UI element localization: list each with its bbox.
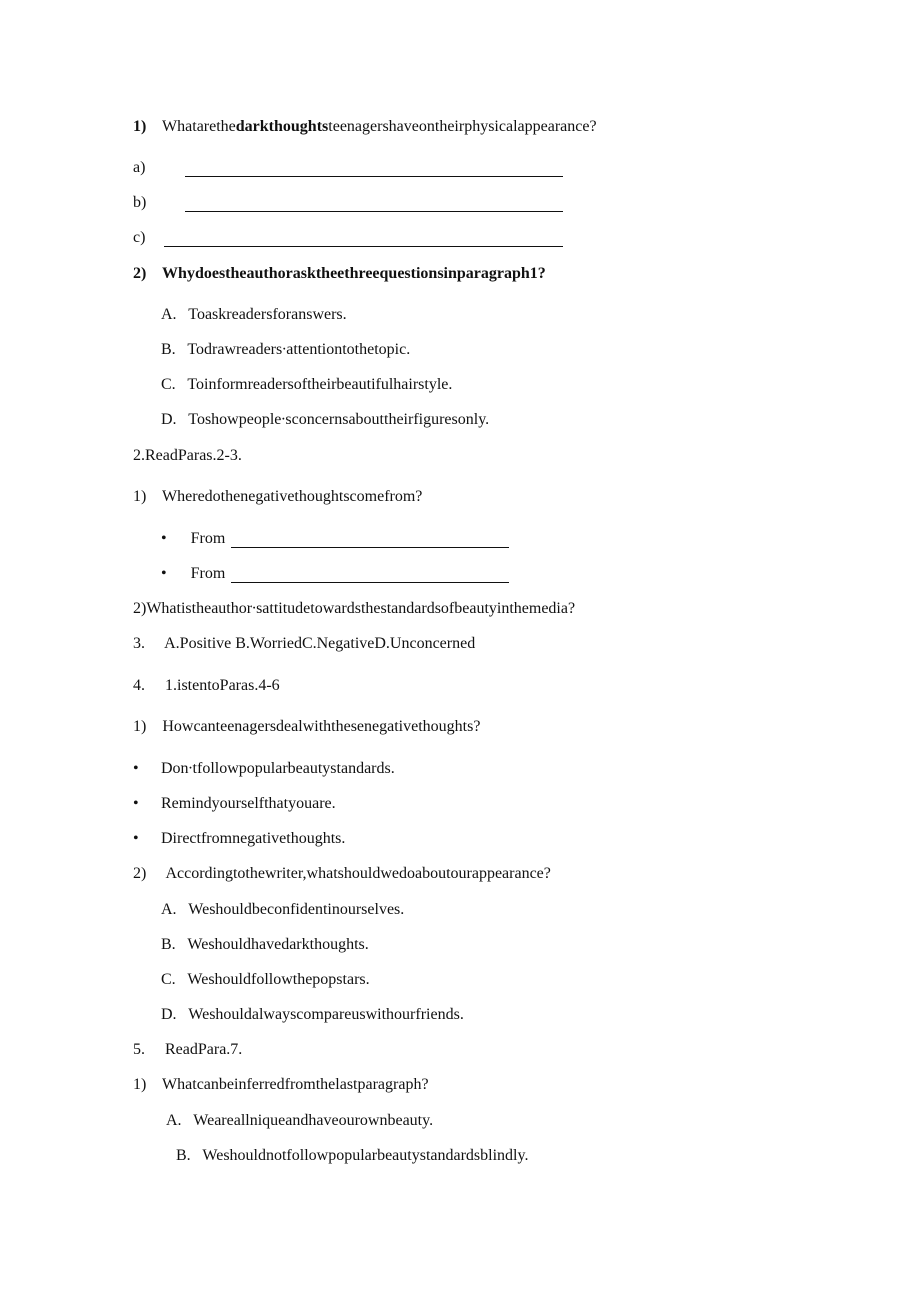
section-heading: 2.ReadParas.2-3.: [133, 447, 242, 464]
question-number: 1): [133, 718, 147, 735]
option-text: Weshouldfollowthepopstars.: [187, 971, 370, 988]
option-text: Toshowpeople∙sconcernsabouttheirfiguresonly.: [188, 411, 490, 428]
option-letter: A.: [161, 901, 177, 918]
option-a: [161, 305, 347, 325]
option-d: [161, 1005, 464, 1025]
option-letter: D.: [161, 411, 177, 428]
item-3: [133, 634, 475, 654]
item-number: 3.: [133, 635, 145, 652]
question-text: Wheredothenegativethoughtscomefrom?: [162, 488, 423, 505]
question-1: [133, 117, 597, 137]
option-text: Toaskreadersforanswers.: [188, 306, 347, 323]
blank-label-a: a): [133, 159, 146, 176]
option-letter: D.: [161, 1006, 177, 1023]
item-text: A.Positive B.WorriedC.NegativeD.Unconcerned: [164, 635, 476, 652]
bullet-item: [133, 759, 139, 779]
option-text: Weshouldalwayscompareuswithourfriends.: [188, 1006, 464, 1023]
bullet-item: [133, 829, 139, 849]
answer-blank-b[interactable]: [185, 197, 563, 212]
item-text: ReadPara.7.: [165, 1041, 243, 1058]
question-number: 1): [133, 1076, 147, 1093]
answer-blank-from-2[interactable]: [231, 568, 509, 583]
bullet-mark: •: [133, 830, 139, 847]
option-letter: B.: [161, 341, 176, 358]
bullet-mark: •: [133, 795, 139, 812]
option-letter: A.: [161, 306, 177, 323]
bullet-from-1: [161, 529, 225, 549]
bullet-mark: •: [161, 530, 167, 547]
item-number: 5.: [133, 1041, 145, 1058]
option-letter: C.: [161, 971, 176, 988]
option-c: [161, 375, 452, 395]
bullet-text: Don∙tfollowpopularbeautystandards.: [161, 760, 395, 777]
question-number: 1): [133, 488, 147, 505]
question-text-pre: Whatarethe: [162, 118, 236, 135]
option-text: Toinformreadersoftheirbeautifulhairstyle.: [187, 376, 453, 393]
option-letter: C.: [161, 376, 176, 393]
bullet-from-2: [161, 564, 225, 584]
option-text: Todrawreaders∙attentiontothetopic.: [187, 341, 411, 358]
option-text: Weshouldhavedarkthoughts.: [187, 936, 369, 953]
option-a: [166, 1111, 433, 1131]
option-b: [161, 340, 410, 360]
question-text-post: teenagershaveontheirphysicalappearance?: [328, 118, 597, 135]
question-text: Howcanteenagersdealwiththesenegativethoughts?: [162, 718, 481, 735]
bullet-item: [133, 794, 139, 814]
option-d: [161, 410, 489, 430]
item-number: 4.: [133, 677, 145, 694]
question-inferred: [133, 1075, 429, 1095]
blank-label-c: c): [133, 229, 146, 246]
question-deal: [133, 717, 480, 737]
option-letter: B.: [176, 1147, 191, 1164]
bullet-text: From: [190, 530, 226, 547]
question-text-bold: darkthoughts: [235, 118, 329, 135]
question-2: [133, 264, 546, 284]
question-appearance: [133, 864, 551, 884]
answer-blank-from-1[interactable]: [231, 533, 509, 548]
bullet-text: From: [190, 565, 226, 582]
option-letter: B.: [161, 936, 176, 953]
question-number: 1): [133, 118, 147, 135]
question-text: Whatcanbeinferredfromthelastparagraph?: [162, 1076, 429, 1093]
option-letter: A.: [166, 1112, 182, 1129]
option-b: [161, 935, 369, 955]
bullet-text: Directfromnegativethoughts.: [161, 830, 346, 847]
question-text: Whydoestheauthorasktheethreequestionsinparagraph1?: [162, 265, 546, 282]
option-text: Weareallniqueandhaveourownbeauty.: [193, 1112, 434, 1129]
answer-blank-c[interactable]: [164, 232, 563, 247]
option-b: [176, 1146, 528, 1166]
answer-blank-a[interactable]: [185, 162, 563, 177]
question-where: [133, 487, 422, 507]
bullet-text: Remindyourselfthatyouare.: [161, 795, 336, 812]
option-a: [161, 900, 404, 920]
question-number: 2): [133, 265, 147, 282]
question-text: Accordingtothewriter,whatshouldwedoaboutourappearance?: [165, 865, 551, 882]
blank-label-b: b): [133, 194, 147, 211]
item-4: [133, 676, 280, 696]
item-5: [133, 1040, 242, 1060]
option-text: Weshouldnotfollowpopularbeautystandardsblindly.: [202, 1147, 529, 1164]
question-attitude: 2)Whatistheauthor∙sattitudetowardsthestandardsofbeautyinthemedia?: [133, 600, 576, 617]
option-c: [161, 970, 370, 990]
bullet-mark: •: [133, 760, 139, 777]
item-text: 1.istentoParas.4-6: [165, 677, 280, 694]
option-text: Weshouldbeconfidentinourselves.: [188, 901, 405, 918]
question-number: 2): [133, 865, 147, 882]
bullet-mark: •: [161, 565, 167, 582]
